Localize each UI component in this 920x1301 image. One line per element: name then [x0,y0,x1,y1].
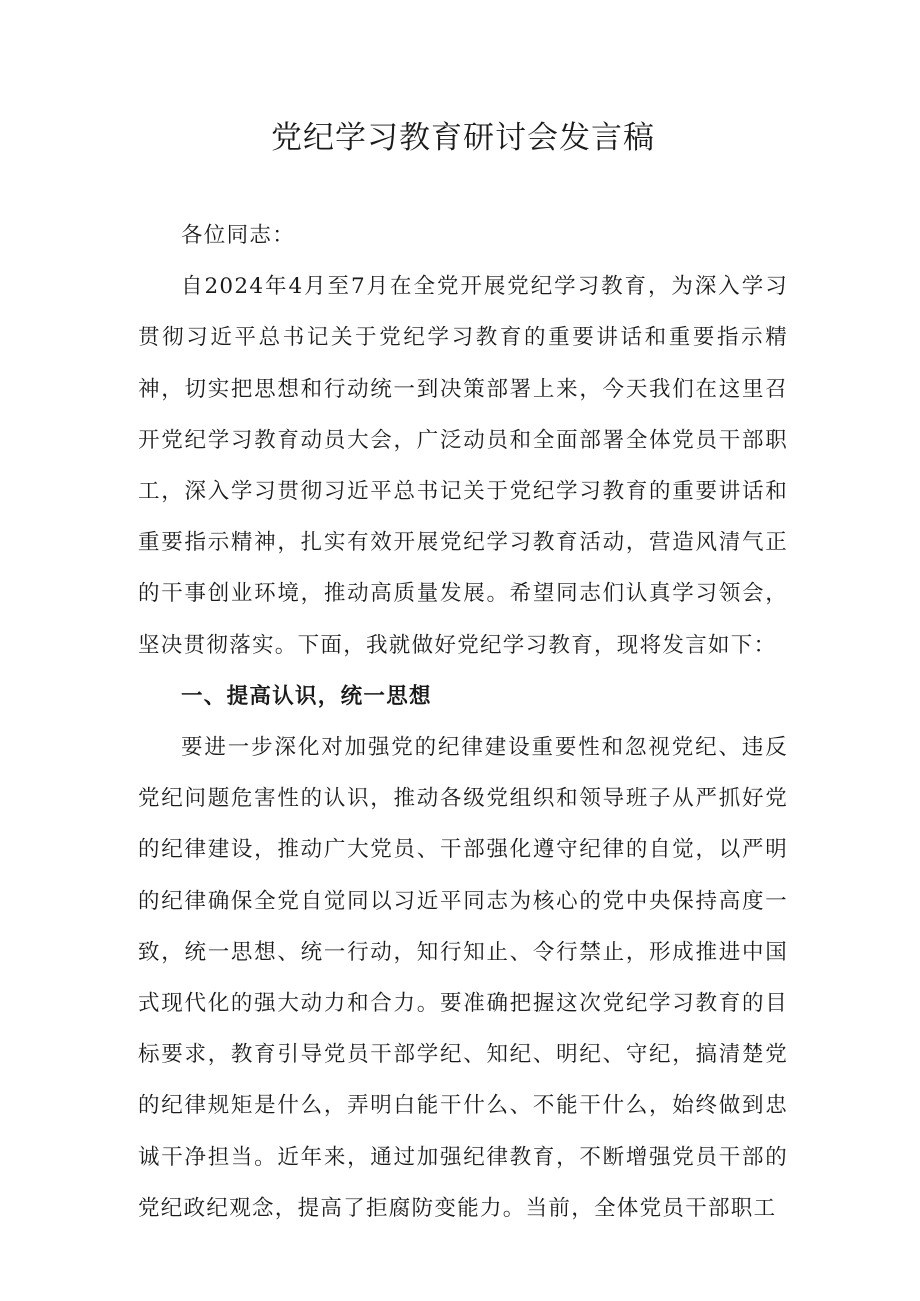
paragraph-section-1: 要进一步深化对加强党的纪律建设重要性和忽视党纪、违反党纪问题危害性的认识，推动各级党组织和领导班子从严抓好党的纪律建设，推动广大党员、干部强化遵守纪律的自觉，以严明的纪律确保全党自觉同以习近平同志为核心的党中央保持高度一致，统一思想、统一行动，知行知止、令行禁止，形成推进中国式现代化的强大动力和合力。要准确把握这次党纪学习教育的目标要求，教育引导党员干部学纪、知纪、明纪、守纪，搞清楚党的纪律规矩是什么，弄明白能干什么、不能干什么，始终做到忠诚干净担当。近年来，通过加强纪律教育，不断增强党员干部的党纪政纪观念，提高了拒腐防变能力。当前，全体党员干部职工 [138,735,788,1221]
section-heading-1: 一、提高认识，统一思想 [181,683,432,709]
salutation: 各位同志： [181,223,296,248]
document-title: 党纪学习教育研讨会发言稿 [271,120,655,156]
paragraph-intro: 自2024年4月至7月在全党开展党纪学习教育，为深入学习贯彻习近平总书记关于党纪学习教育的重要讲话和重要指示精神，切实把思想和行动统一到决策部署上来，今天我们在这里召开党纪学习教育动员大会，广泛动员和全面部署全体党员干部职工，深入学习贯彻习近平总书记关于党纪学习教育的重要讲话和重要指示精神，扎实有效开展党纪学习教育活动，营造风清气正的干事创业环境，推动高质量发展。希望同志们认真学习领会，坚决贯彻落实。下面，我就做好党纪学习教育，现将发言如下： [138,274,788,658]
document-body [138,210,788,1234]
